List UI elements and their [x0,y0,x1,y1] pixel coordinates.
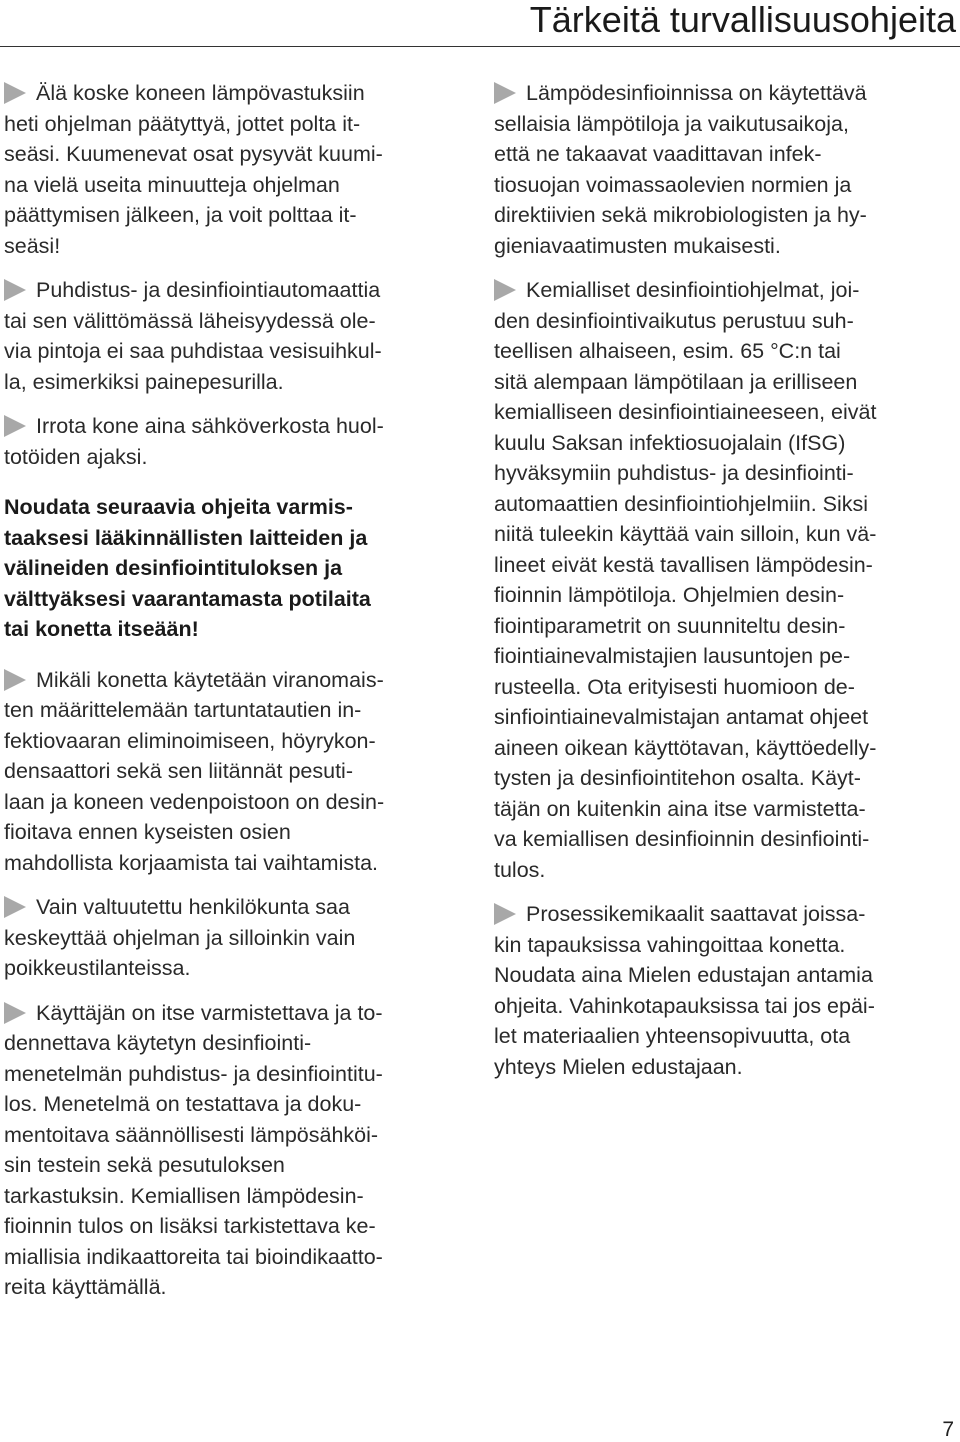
line-text: päättymisen jälkeen, ja voit polttaa it- [4,203,357,227]
bullet-paragraph [4,665,462,879]
line-text: na vielä useita minuutteja ohjelman [4,172,340,197]
text-line [4,665,462,696]
line-text: täjän on kuitenkin aina itse varmistetta- [494,796,866,821]
triangle-right-icon [494,903,516,925]
line-text: Lämpödesinfioinnissa on käytettävä [526,81,867,105]
line-text: Noudata seuraavia ohjeita varmis- [4,495,353,519]
text-line [4,78,462,109]
line-text: sin testein sekä pesutuloksen [4,1153,285,1177]
text-line [4,1211,462,1242]
line-text: Käyttäjän on itse varmistettava ja to- [36,1000,383,1025]
line-text: miallisia indikaattoreita tai bioindikaatto- [4,1244,383,1269]
text-line [4,523,462,554]
line-text: tiosuojan voimassaolevien normien ja [494,172,852,197]
line-text: fioitava ennen kyseisten osien [4,820,291,844]
text-line [4,848,462,879]
line-text: rusteella. Ota erityisesti huomioon de- [494,674,855,699]
triangle-right-icon [4,279,26,301]
text-line [494,794,956,825]
text-line [494,428,956,459]
text-line [4,492,462,523]
bullet-paragraph [494,899,956,1082]
line-text: Kemialliset desinfiointiohjelmat, joi- [526,278,860,302]
line-text: gieniavaatimusten mukaisesti. [494,233,781,258]
text-line [494,275,956,306]
line-text: tai konetta itseään! [4,617,199,641]
text-line [4,695,462,726]
line-text: että ne takaavat vaadittavan infek- [494,142,822,166]
line-text: kin tapauksissa vahingoittaa konetta. [494,932,846,957]
line-text: via pintoja ei saa puhdistaa vesisuihkul- [4,339,382,363]
text-line [4,1272,462,1303]
text-line [494,170,956,201]
line-text: Irrota kone aina sähköverkosta huol- [36,414,384,438]
line-text: tarkastuksin. Kemiallisen lämpödesin- [4,1183,364,1208]
line-text: seäsi! [4,233,61,258]
bullet-paragraph [494,78,956,261]
bullet-paragraph [4,78,462,261]
text-line [494,200,956,231]
text-line [494,824,956,855]
line-text: Puhdistus- ja desinfiointiautomaattia [36,278,381,302]
line-text: densaattori sekä sen liitännät pesuti- [4,759,353,783]
line-text: va kemiallisen desinfioinnin desinfiointi- [494,827,870,851]
text-line [4,726,462,757]
line-text: tulos. [494,857,546,882]
text-line [4,367,462,398]
text-line [494,580,956,611]
line-text: direktiivien sekä mikrobiologisten ja hy- [494,203,867,227]
line-text: yhteys Mielen edustajaan. [494,1054,743,1079]
text-line [494,519,956,550]
text-line [4,584,462,615]
line-text: Älä koske koneen lämpövastuksiin [36,81,365,105]
line-text: aineen oikean käyttötavan, käyttöedelly- [494,735,877,760]
text-line [4,553,462,584]
text-line [4,109,462,140]
text-line [4,200,462,231]
text-line [494,458,956,489]
line-text: fiointiainevalmistajien lausuntojen pe- [494,644,851,668]
page-number: 7 [942,1418,954,1441]
line-text: ohjeita. Vahinkotapauksissa tai jos epäi- [494,993,875,1018]
text-line [494,991,956,1022]
line-text: lineet eivät kestä tavallisen lämpödesin- [494,552,873,577]
line-text: Noudata aina Mielen edustajan antamia [494,963,873,987]
text-line [494,489,956,520]
triangle-right-icon [4,669,26,691]
text-line [494,960,956,991]
line-text: kuulu Saksan infektiosuojalain (IfSG) [494,430,846,455]
triangle-right-icon [4,896,26,918]
right-column [494,78,956,1096]
line-text: välttyäksesi vaarantamasta potilaita [4,586,371,611]
text-line [494,611,956,642]
text-line [4,1028,462,1059]
line-text: sitä alempaan lämpötilaan ja erilliseen [494,369,858,394]
line-text: sellaisia lämpötiloja ja vaikutusaikoja, [494,111,849,136]
line-text: reita käyttämällä. [4,1275,167,1299]
line-text: let materiaalien yhteensopivuutta, ota [494,1024,851,1048]
line-text: mentoitava säännöllisesti lämpösähköi- [4,1122,379,1147]
line-text: fektiovaaran eliminoimiseen, höyrykon- [4,728,376,753]
text-line [494,930,956,961]
text-line [4,614,462,645]
line-text: hyväksymiin puhdistus- ja desinfiointi- [494,461,854,485]
text-line [4,306,462,337]
line-text: laan ja koneen vedenpoistoon on desin- [4,789,385,814]
line-text: den desinfiointivaikutus perustuu suh- [494,308,854,333]
text-line [494,702,956,733]
text-line [4,1181,462,1212]
triangle-right-icon [494,279,516,301]
triangle-right-icon [494,82,516,104]
line-text: keskeyttää ohjelman ja silloinkin vain [4,925,356,950]
line-text: fioinnin tulos on lisäksi tarkistettava ke- [4,1214,376,1238]
header-divider [0,46,960,47]
text-line [4,923,462,954]
line-text: totöiden ajaksi. [4,444,148,469]
line-text: Mikäli konetta käytetään viranomais- [36,667,384,692]
text-line [494,231,956,262]
text-line [4,442,462,473]
text-line [494,367,956,398]
page-title: Tärkeitä turvallisuusohjeita [529,0,956,40]
line-text: menetelmän puhdistus- ja desinfiointitu- [4,1061,383,1086]
text-line [494,763,956,794]
text-line [4,275,462,306]
bullet-paragraph [494,275,956,885]
text-line [494,1052,956,1083]
text-line [494,899,956,930]
line-text: tai sen välittömässä läheisyydessä ole- [4,308,376,333]
line-text: teellisen alhaiseen, esim. 65 °C:n tai [494,339,841,363]
text-line [4,1120,462,1151]
line-text: Prosessikemikaalit saattavat joissa- [526,902,866,926]
text-line [4,953,462,984]
triangle-right-icon [4,82,26,104]
text-line [4,139,462,170]
line-text: heti ohjelman päätyttyä, jottet polta it- [4,111,361,136]
text-line [494,672,956,703]
text-line [4,336,462,367]
text-line [4,892,462,923]
text-line [494,139,956,170]
text-line [4,1150,462,1181]
line-text: fioinnin lämpötiloja. Ohjelmien desin- [494,583,845,607]
text-line [494,641,956,672]
bold-notice-paragraph [4,492,462,645]
bullet-paragraph [4,411,462,472]
text-line [4,170,462,201]
text-line [4,787,462,818]
text-line [4,411,462,442]
bullet-paragraph [4,892,462,984]
bullet-paragraph [4,998,462,1303]
triangle-right-icon [4,1002,26,1024]
text-line [4,1242,462,1273]
line-text: Vain valtuutettu henkilökunta saa [36,895,350,919]
text-line [494,306,956,337]
line-text: sinfiointiainevalmistajan antamat ohjeet [494,705,869,729]
text-line [494,336,956,367]
line-text: kemialliseen desinfiointiaineeseen, eivät [494,400,877,424]
text-line [4,817,462,848]
text-line [494,397,956,428]
bullet-paragraph [4,275,462,397]
line-text: fiointiparametrit on suunniteltu desin- [494,613,846,638]
line-text: poikkeustilanteissa. [4,956,191,980]
triangle-right-icon [4,415,26,437]
line-text: los. Menetelmä on testattava ja doku- [4,1092,362,1116]
text-line [494,1021,956,1052]
line-text: taaksesi lääkinnällisten laitteiden ja [4,525,368,550]
left-column [4,78,462,1317]
text-line [494,78,956,109]
line-text: mahdollista korjaamista tai vaihtamista. [4,850,379,875]
text-line [494,550,956,581]
line-text: ten määrittelemään tartuntatautien in- [4,698,362,722]
text-line [4,231,462,262]
line-text: automaattien desinfiointiohjelmiin. Siksi [494,491,869,516]
text-line [4,998,462,1029]
text-line [494,855,956,886]
text-line [4,1059,462,1090]
line-text: seäsi. Kuumenevat osat pysyvät kuumi- [4,142,383,166]
line-text: la, esimerkiksi painepesurilla. [4,369,284,394]
line-text: tysten ja desinfiointitehon osalta. Käyt- [494,766,861,790]
text-line [494,733,956,764]
text-line [4,1089,462,1120]
line-text: dennettava käytetyn desinfiointi- [4,1031,312,1055]
line-text: välineiden desinfiointituloksen ja [4,556,343,580]
text-line [4,756,462,787]
text-line [494,109,956,140]
line-text: niitä tuleekin käyttää vain silloin, kun vä- [494,522,877,546]
